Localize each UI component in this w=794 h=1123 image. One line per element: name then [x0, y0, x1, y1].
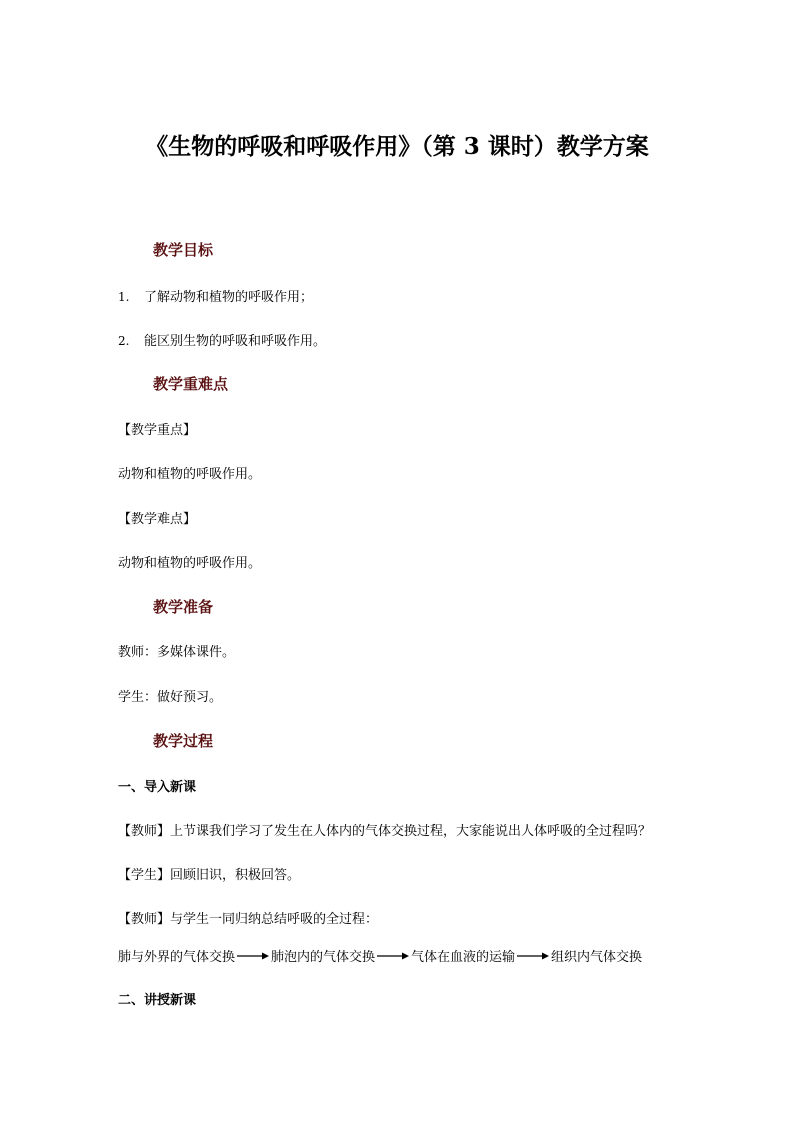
focus-text: 动物和植物的呼吸作用。	[118, 467, 262, 482]
objective-text: 了解动物和植物的呼吸作用；	[144, 290, 314, 305]
objective-text: 能区别生物的呼吸和呼吸作用。	[144, 334, 327, 349]
student-preparation: 学生：做好预习。	[118, 690, 223, 705]
page-title: 《生物的呼吸和呼吸作用》（第 3 课时）教学方案	[145, 133, 649, 160]
teacher-line-1: 【教师】上节课我们学习了发生在人体内的气体交换过程，大家能说出人体呼吸的全过程吗？	[118, 824, 652, 839]
teacher-preparation: 教师：多媒体课件。	[118, 645, 236, 660]
objective-item-1	[118, 286, 313, 305]
flow-step-4: 组织内气体交换	[551, 950, 643, 965]
list-number: 2.	[118, 334, 130, 348]
part1-title: 一、导入新课	[118, 780, 197, 795]
difficulty-label: 【教学难点】	[118, 512, 197, 527]
difficulty-text: 动物和植物的呼吸作用。	[118, 556, 262, 571]
right-arrow-icon	[516, 950, 550, 962]
flow-step-1: 肺与外界的气体交换	[118, 950, 236, 965]
focus-label: 【教学重点】	[118, 423, 197, 438]
flow-step-3: 气体在血液的运输	[411, 950, 516, 965]
right-arrow-icon	[376, 950, 410, 962]
section-heading-process: 教学过程	[153, 732, 214, 750]
flow-step-2: 肺泡内的气体交换	[271, 950, 376, 965]
objective-item-2	[118, 330, 326, 349]
student-line: 【学生】回顾旧识，积极回答。	[118, 868, 301, 883]
teacher-line-2: 【教师】与学生一同归纳总结呼吸的全过程：	[118, 912, 379, 927]
section-heading-preparation: 教学准备	[153, 598, 214, 616]
part2-title: 二、讲授新课	[118, 993, 197, 1008]
right-arrow-icon	[236, 950, 270, 962]
section-heading-key-points: 教学重难点	[153, 375, 229, 393]
breathing-flow	[118, 946, 642, 965]
list-number: 1.	[118, 290, 130, 304]
section-heading-objectives: 教学目标	[153, 241, 214, 259]
